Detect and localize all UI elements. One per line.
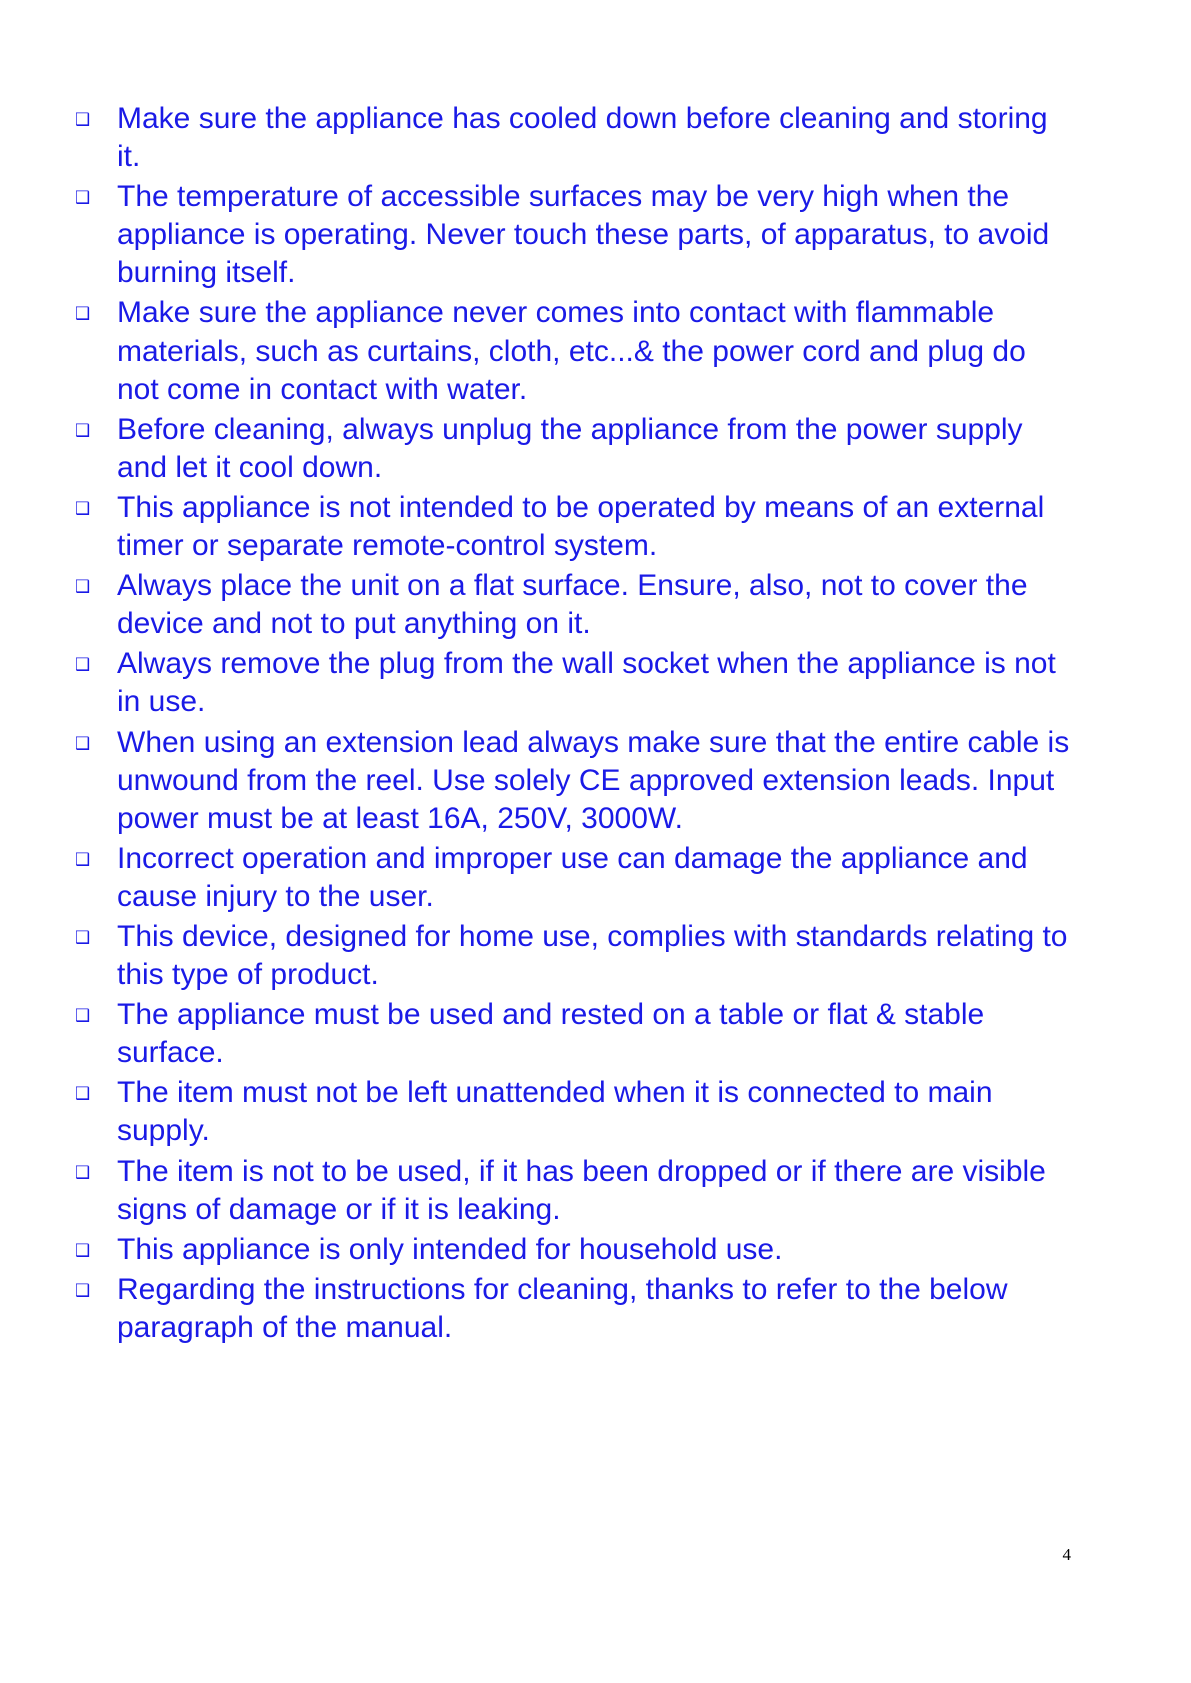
- list-item-text: This appliance is only intended for household use.: [117, 1232, 783, 1266]
- bullet-square-icon: ❑: [75, 1162, 91, 1183]
- list-item: [75, 567, 1071, 643]
- bullet-square-icon: ❑: [75, 1240, 91, 1261]
- list-item-text: Make sure the appliance has cooled down before cleaning and storing it.: [117, 102, 1048, 174]
- list-item-text: Before cleaning, always unplug the appliance from the power supply and let it cool down.: [117, 412, 1023, 484]
- list-item-text: The appliance must be used and rested on a table or flat & stable surface.: [117, 998, 985, 1070]
- list-item: [75, 294, 1071, 408]
- list-item: [75, 100, 1071, 176]
- list-item: [75, 178, 1071, 292]
- bullet-square-icon: ❑: [75, 849, 91, 870]
- bullet-square-icon: ❑: [75, 304, 91, 325]
- list-item-text: The item is not to be used, if it has been dropped or if there are visible signs of damage or if it is leaking.: [117, 1154, 1046, 1226]
- list-item: [75, 1271, 1071, 1347]
- list-item: [75, 645, 1071, 721]
- list-item: [75, 411, 1071, 487]
- page-number: 4: [1062, 1545, 1071, 1564]
- list-item-text: The item must not be left unattended when it is connected to main supply.: [117, 1076, 993, 1148]
- list-item: [75, 1231, 1071, 1269]
- list-item-text: Regarding the instructions for cleaning, thanks to refer to the below paragraph of the manual.: [117, 1272, 1008, 1344]
- list-item-text: Make sure the appliance never comes into contact with flammable materials, such as curtains, cloth, etc...& the power cord and plug do not come in contact with water.: [117, 296, 1026, 406]
- list-item: [75, 1153, 1071, 1229]
- list-item: [75, 1074, 1071, 1150]
- bullet-square-icon: ❑: [75, 927, 91, 948]
- bullet-square-icon: ❑: [75, 1280, 91, 1301]
- list-item-text: When using an extension lead always make sure that the entire cable is unwound from the reel. Use solely CE approved extension leads. Input power must be at least 16A, 250V, 3000W.: [117, 725, 1070, 835]
- list-item: [75, 840, 1071, 916]
- list-item: [75, 918, 1071, 994]
- bullet-square-icon: ❑: [75, 1084, 91, 1105]
- list-item-text: The temperature of accessible surfaces may be very high when the appliance is operating. Never touch these parts, of apparatus, to avoid burning itself.: [117, 180, 1050, 290]
- list-item: [75, 724, 1071, 838]
- bullet-square-icon: ❑: [75, 188, 91, 209]
- safety-instructions-list: [75, 100, 1071, 1347]
- bullet-square-icon: ❑: [75, 733, 91, 754]
- bullet-square-icon: ❑: [75, 577, 91, 598]
- bullet-square-icon: ❑: [75, 655, 91, 676]
- list-item: [75, 996, 1071, 1072]
- bullet-square-icon: ❑: [75, 1006, 91, 1027]
- list-item-text: This device, designed for home use, complies with standards relating to this type of product.: [117, 919, 1068, 992]
- list-item-text: Always place the unit on a flat surface. Ensure, also, not to cover the device and not to put anything on it.: [117, 569, 1028, 641]
- bullet-square-icon: ❑: [75, 420, 91, 441]
- list-item: [75, 489, 1071, 565]
- bullet-square-icon: ❑: [75, 498, 91, 519]
- bullet-square-icon: ❑: [75, 110, 91, 130]
- list-item-text: Incorrect operation and improper use can damage the appliance and cause injury to the user.: [117, 841, 1028, 913]
- list-item-text: This appliance is not intended to be operated by means of an external timer or separate remote-control system.: [117, 490, 1045, 563]
- list-item-text: Always remove the plug from the wall socket when the appliance is not in use.: [117, 647, 1056, 719]
